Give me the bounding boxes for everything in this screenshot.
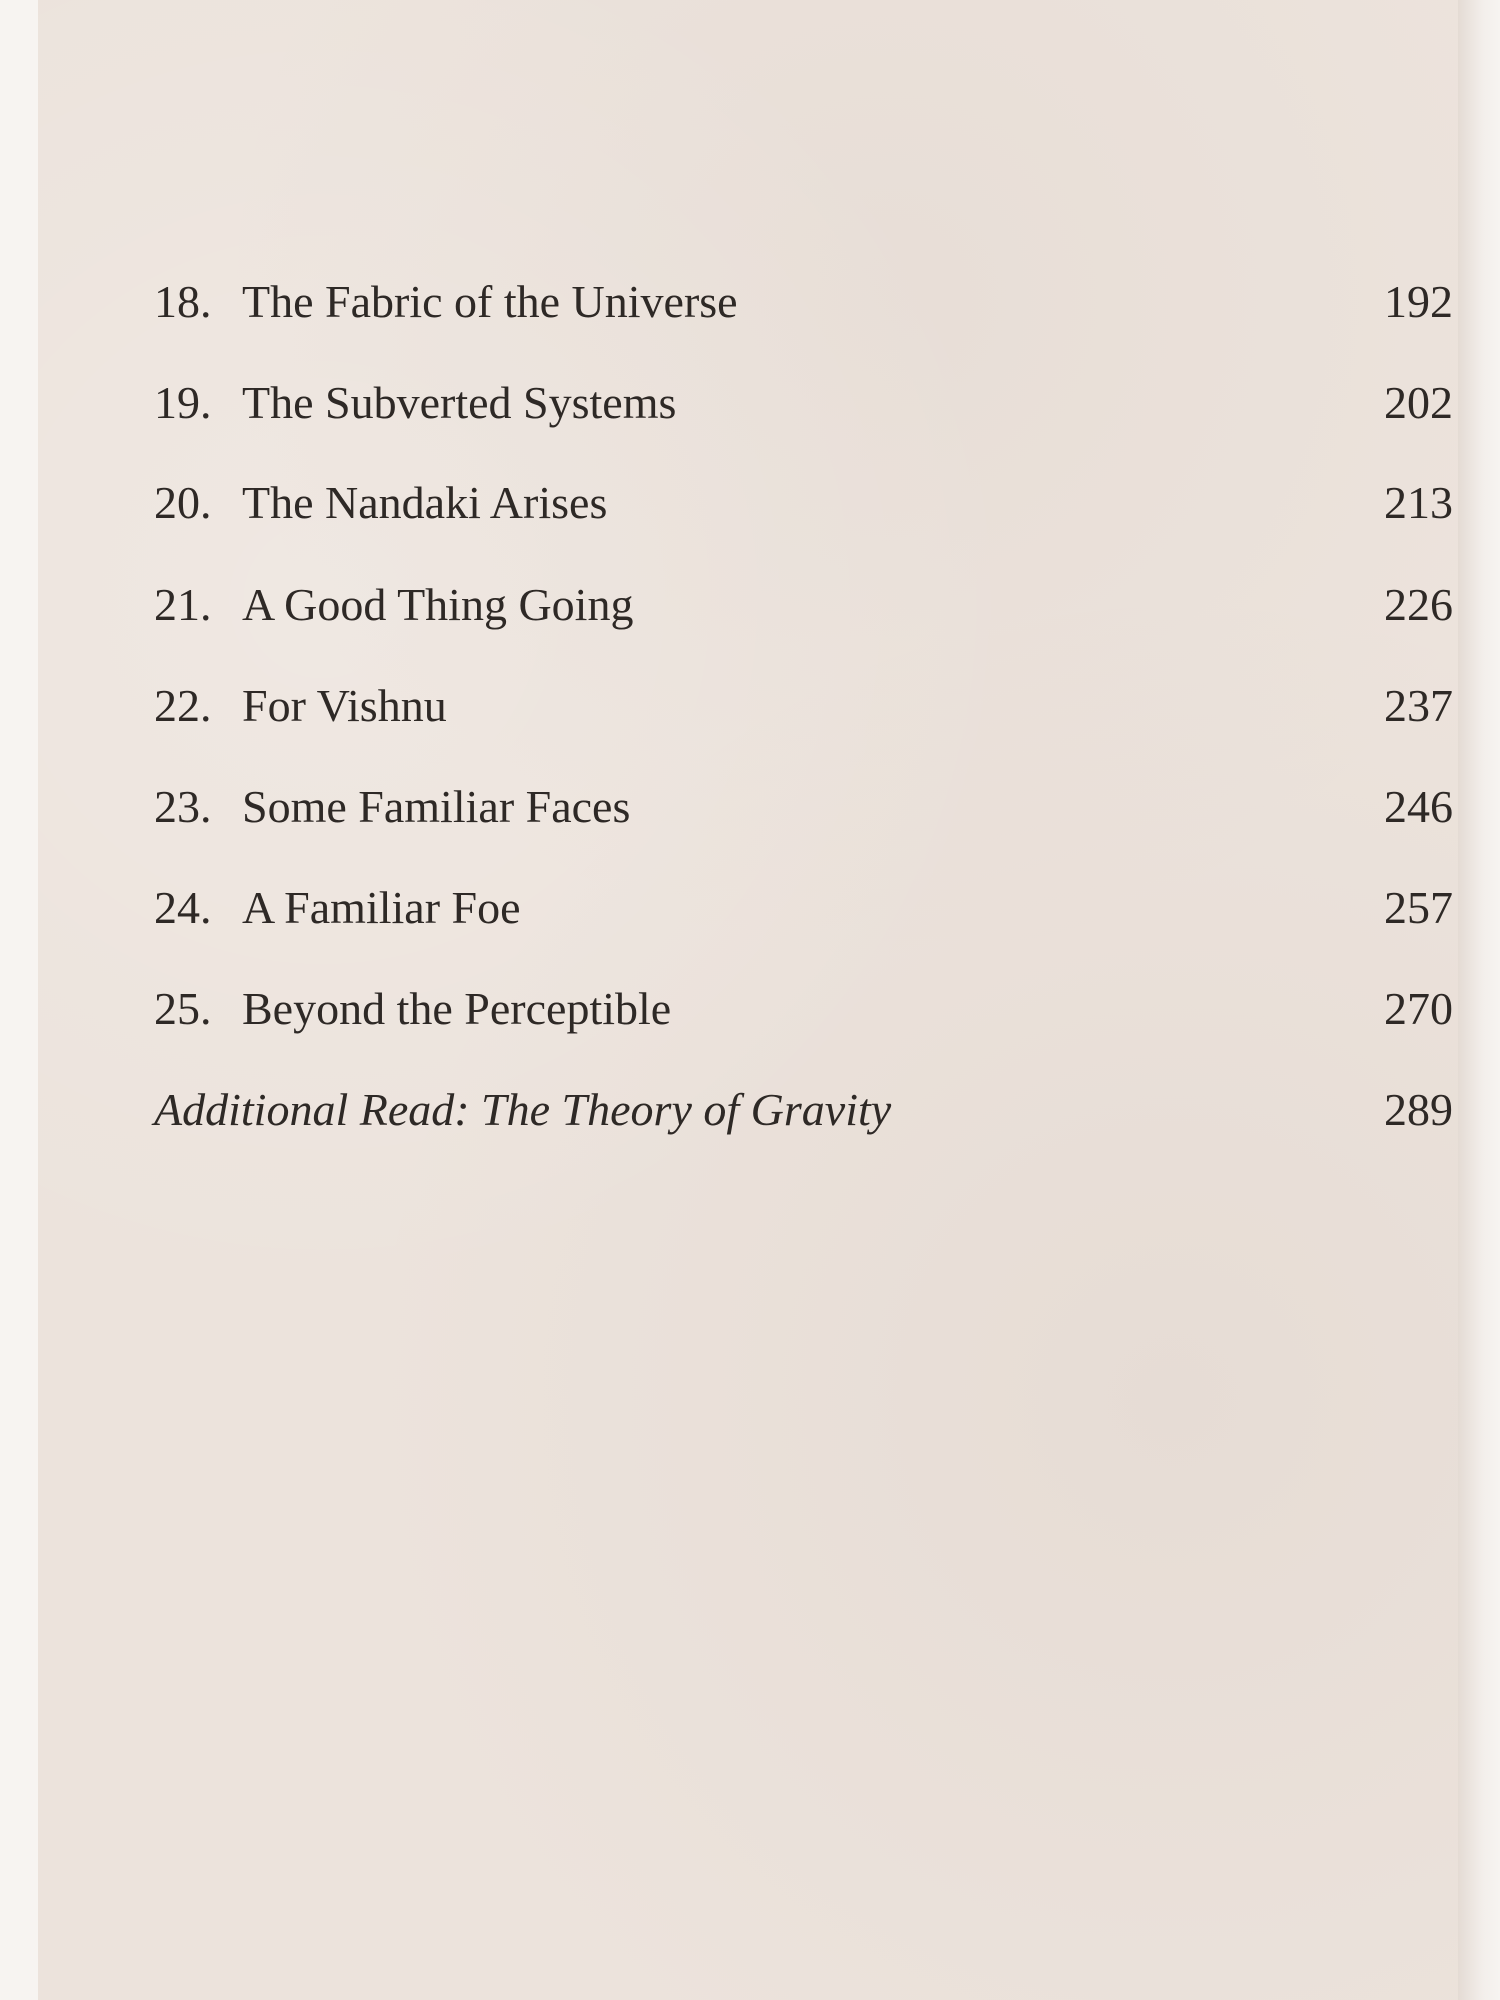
toc-entry-21 bbox=[118, 570, 1453, 640]
page-number: 213 bbox=[1384, 477, 1453, 528]
chapter-title: Some Familiar Faces bbox=[242, 781, 631, 832]
page-number: 237 bbox=[1384, 680, 1453, 731]
chapter-title: The Fabric of the Universe bbox=[242, 276, 738, 327]
chapter-number: 24. bbox=[154, 882, 212, 933]
toc-entry-24 bbox=[118, 873, 1453, 943]
chapter-number: 19. bbox=[154, 377, 212, 428]
toc-entry-25 bbox=[118, 974, 1453, 1044]
toc-entry-22 bbox=[118, 671, 1453, 741]
chapter-number: 18. bbox=[154, 276, 212, 327]
chapter-number: 23. bbox=[154, 781, 212, 832]
toc-entry-19 bbox=[118, 368, 1453, 438]
page-number: 226 bbox=[1384, 579, 1453, 630]
chapter-number: 22. bbox=[154, 680, 212, 731]
page-number: 202 bbox=[1384, 377, 1453, 428]
toc-entry-23 bbox=[118, 772, 1453, 842]
table-of-contents bbox=[118, 0, 1453, 2000]
chapter-title: The Subverted Systems bbox=[242, 377, 677, 428]
chapter-title: A Good Thing Going bbox=[242, 579, 634, 630]
book-page bbox=[38, 0, 1458, 2000]
chapter-title: The Nandaki Arises bbox=[242, 477, 608, 528]
toc-entry-18 bbox=[118, 267, 1453, 337]
chapter-title: A Familiar Foe bbox=[242, 882, 521, 933]
page-number: 257 bbox=[1384, 882, 1453, 933]
page-number: 246 bbox=[1384, 781, 1453, 832]
toc-entry-20 bbox=[118, 468, 1453, 538]
chapter-title: Beyond the Perceptible bbox=[242, 983, 672, 1034]
chapter-number: 21. bbox=[154, 579, 212, 630]
page-number: 270 bbox=[1384, 983, 1453, 1034]
page-number: 289 bbox=[1384, 1084, 1453, 1135]
toc-entry-additional-read bbox=[118, 1075, 1453, 1145]
chapter-number: 25. bbox=[154, 983, 212, 1034]
page-number: 192 bbox=[1384, 276, 1453, 327]
chapter-number: 20. bbox=[154, 477, 212, 528]
additional-read-title: Additional Read: The Theory of Gravity bbox=[154, 1084, 892, 1135]
page-edge bbox=[1458, 0, 1500, 2000]
chapter-title: For Vishnu bbox=[242, 680, 447, 731]
